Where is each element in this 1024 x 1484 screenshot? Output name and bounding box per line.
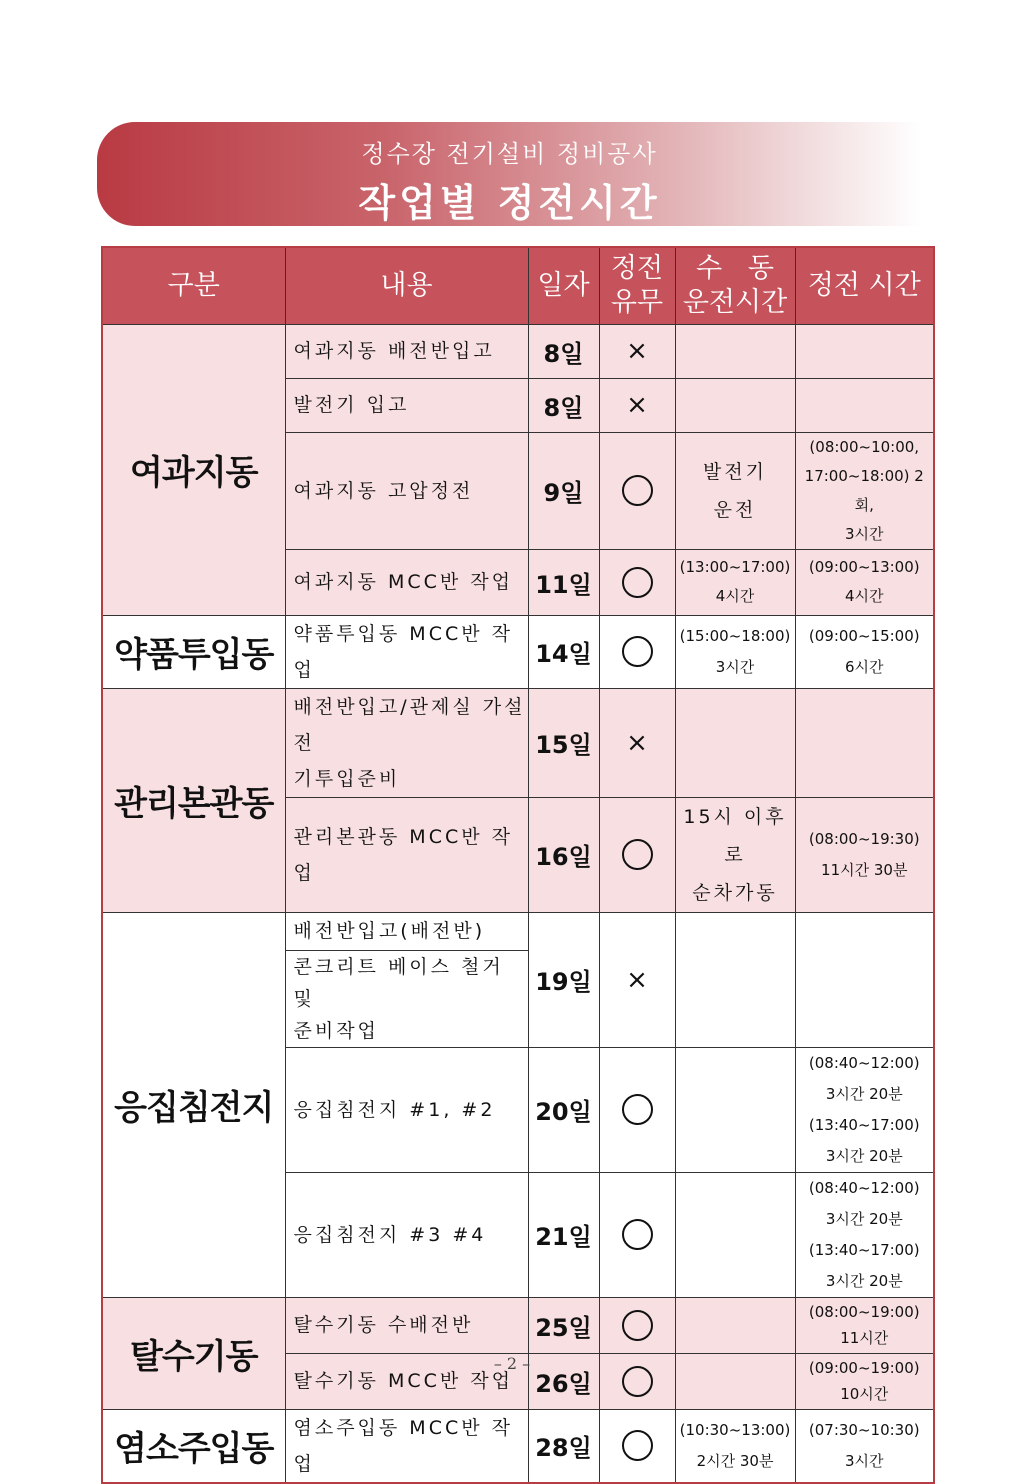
manual-line: 순차가동 bbox=[692, 881, 778, 904]
outage-line: 6시간 bbox=[844, 657, 884, 676]
table-row bbox=[102, 688, 934, 797]
task-cell bbox=[285, 688, 528, 797]
task-line: 콘크리트 베이스 철거 및 bbox=[293, 955, 504, 1010]
outage-line: 11시간 bbox=[840, 1329, 889, 1347]
date-cell: 16일 bbox=[528, 797, 599, 912]
outage-line: (08:00~19:30) bbox=[808, 829, 920, 848]
outage-line: (09:00~15:00) bbox=[808, 626, 920, 645]
banner-subtitle: 정수장 전기설비 정비공사 bbox=[361, 140, 658, 168]
header-manual bbox=[675, 247, 795, 324]
outage-line: (09:00~19:00) bbox=[808, 1359, 920, 1377]
task-line: 기투입준비 bbox=[293, 767, 401, 790]
table-row bbox=[102, 1297, 934, 1353]
date-cell: 19일 bbox=[528, 912, 599, 1047]
header-outage-line2: 유무 bbox=[610, 286, 664, 318]
header-manual-line1: 수 동 bbox=[696, 253, 774, 284]
table-header-row bbox=[102, 247, 934, 324]
manual-cell bbox=[675, 324, 795, 378]
manual-line: 발전기 bbox=[702, 460, 768, 483]
task-cell: 염소주입동 MCC반 작업 bbox=[285, 1409, 528, 1483]
outage-mark bbox=[599, 1409, 675, 1483]
outage-line: (13:40~17:00) bbox=[808, 1115, 920, 1134]
circle-mark-icon bbox=[622, 567, 653, 598]
manual-line: (10:30~13:00) bbox=[679, 1420, 791, 1439]
circle-mark-icon bbox=[622, 475, 653, 506]
date-cell: 20일 bbox=[528, 1047, 599, 1172]
header-category: 구분 bbox=[102, 247, 285, 324]
outage-line: 10시간 bbox=[840, 1385, 889, 1403]
outage-line: (08:40~12:00) bbox=[808, 1178, 920, 1197]
circle-mark-icon bbox=[622, 1430, 653, 1461]
outage-time-cell bbox=[795, 1172, 934, 1297]
outage-line: (09:00~13:00) bbox=[808, 558, 920, 576]
outage-time-cell bbox=[795, 1047, 934, 1172]
outage-mark bbox=[599, 1297, 675, 1353]
manual-cell bbox=[675, 615, 795, 688]
banner-title: 작업별 정전시간 bbox=[358, 180, 661, 225]
outage-line: (13:40~17:00) bbox=[808, 1240, 920, 1259]
circle-mark-icon bbox=[622, 1219, 653, 1250]
manual-line: (13:00~17:00) bbox=[679, 558, 791, 576]
manual-cell bbox=[675, 688, 795, 797]
group-label: 여과지동 bbox=[102, 324, 285, 615]
group-label: 관리본관동 bbox=[102, 688, 285, 912]
outage-mark: × bbox=[599, 378, 675, 432]
manual-cell bbox=[675, 432, 795, 549]
manual-line: 15시 이후로 bbox=[683, 805, 787, 866]
outage-line: (08:40~12:00) bbox=[808, 1053, 920, 1072]
task-cell: 여과지동 배전반입고 bbox=[285, 324, 528, 378]
outage-time-cell bbox=[795, 1297, 934, 1353]
group-label: 염소주입동 bbox=[102, 1409, 285, 1483]
header-date: 일자 bbox=[528, 247, 599, 324]
outage-mark: × bbox=[599, 688, 675, 797]
outage-line: 3시간 bbox=[844, 1451, 884, 1470]
task-cell: 발전기 입고 bbox=[285, 378, 528, 432]
outage-mark: × bbox=[599, 324, 675, 378]
date-cell: 11일 bbox=[528, 549, 599, 615]
outage-time-cell bbox=[795, 688, 934, 797]
manual-cell bbox=[675, 378, 795, 432]
date-cell: 25일 bbox=[528, 1297, 599, 1353]
header-outage-line1: 정전 bbox=[610, 253, 664, 284]
circle-mark-icon bbox=[622, 636, 653, 667]
outage-line: (08:00~19:00) bbox=[808, 1303, 920, 1321]
task-cell: 탈수기동 수배전반 bbox=[285, 1297, 528, 1353]
outage-mark bbox=[599, 549, 675, 615]
manual-line: 3시간 bbox=[715, 657, 755, 676]
outage-mark bbox=[599, 615, 675, 688]
manual-cell bbox=[675, 797, 795, 912]
outage-time-cell bbox=[795, 615, 934, 688]
outage-time-cell bbox=[795, 324, 934, 378]
outage-line: 17:00~18:00) 2회, bbox=[804, 466, 924, 514]
manual-cell bbox=[675, 1409, 795, 1483]
task-cell: 응집침전지 #3 #4 bbox=[285, 1172, 528, 1297]
schedule-table bbox=[101, 246, 935, 1484]
header-content: 내용 bbox=[285, 247, 528, 324]
circle-mark-icon bbox=[622, 839, 653, 870]
date-cell: 8일 bbox=[528, 324, 599, 378]
outage-time-cell bbox=[795, 797, 934, 912]
outage-line: 3시간 20분 bbox=[825, 1271, 903, 1290]
task-cell: 관리본관동 MCC반 작업 bbox=[285, 797, 528, 912]
group-label: 응집침전지 bbox=[102, 912, 285, 1297]
task-cell: 응집침전지 #1, #2 bbox=[285, 1047, 528, 1172]
outage-time-cell bbox=[795, 378, 934, 432]
outage-line: (07:30~10:30) bbox=[808, 1420, 920, 1439]
manual-cell bbox=[675, 549, 795, 615]
circle-mark-icon bbox=[622, 1310, 653, 1341]
outage-time-cell bbox=[795, 549, 934, 615]
outage-time-cell bbox=[795, 432, 934, 549]
task-cell: 배전반입고(배전반) bbox=[285, 912, 528, 950]
outage-line: 3시간 20분 bbox=[825, 1146, 903, 1165]
outage-mark bbox=[599, 432, 675, 549]
outage-line: 4시간 bbox=[844, 587, 884, 605]
manual-cell bbox=[675, 1172, 795, 1297]
date-cell: 21일 bbox=[528, 1172, 599, 1297]
manual-line: 운전 bbox=[713, 498, 757, 521]
task-cell: 여과지동 고압정전 bbox=[285, 432, 528, 549]
outage-line: 3시간 20분 bbox=[825, 1209, 903, 1228]
date-cell: 26일 bbox=[528, 1353, 599, 1409]
date-cell: 15일 bbox=[528, 688, 599, 797]
manual-line: 4시간 bbox=[715, 587, 755, 605]
task-line: 준비작업 bbox=[293, 1019, 379, 1042]
date-cell: 14일 bbox=[528, 615, 599, 688]
manual-cell bbox=[675, 912, 795, 1047]
outage-mark bbox=[599, 1047, 675, 1172]
page-number: – 2 – bbox=[493, 1354, 531, 1373]
manual-line: (15:00~18:00) bbox=[679, 626, 791, 645]
header-outage-time: 정전 시간 bbox=[795, 247, 934, 324]
task-cell: 약품투입동 MCC반 작업 bbox=[285, 615, 528, 688]
outage-mark bbox=[599, 1172, 675, 1297]
outage-mark bbox=[599, 797, 675, 912]
group-label: 탈수기동 bbox=[102, 1297, 285, 1409]
outage-time-cell bbox=[795, 1409, 934, 1483]
table-row bbox=[102, 1409, 934, 1483]
table-row bbox=[102, 615, 934, 688]
date-cell: 9일 bbox=[528, 432, 599, 549]
circle-mark-icon bbox=[622, 1094, 653, 1125]
outage-line: (08:00~10:00, bbox=[809, 437, 920, 456]
manual-line: 2시간 30분 bbox=[696, 1451, 774, 1470]
outage-line: 3시간 20분 bbox=[825, 1084, 903, 1103]
header-manual-line2: 운전시간 bbox=[682, 286, 788, 318]
date-cell: 8일 bbox=[528, 378, 599, 432]
task-cell: 여과지동 MCC반 작업 bbox=[285, 549, 528, 615]
date-cell: 28일 bbox=[528, 1409, 599, 1483]
manual-cell bbox=[675, 1047, 795, 1172]
task-line: 배전반입고/관제실 가설전 bbox=[293, 695, 526, 754]
manual-cell bbox=[675, 1297, 795, 1353]
outage-time-cell bbox=[795, 912, 934, 1047]
header-outage bbox=[599, 247, 675, 324]
outage-line: 11시간 30분 bbox=[821, 860, 908, 879]
task-cell: 탈수기동 MCC반 작업 bbox=[285, 1353, 528, 1409]
outage-mark: × bbox=[599, 912, 675, 1047]
title-banner bbox=[97, 122, 922, 226]
table-row bbox=[102, 912, 934, 950]
group-label: 약품투입동 bbox=[102, 615, 285, 688]
task-cell bbox=[285, 950, 528, 1047]
table-row bbox=[102, 324, 934, 378]
outage-line: 3시간 bbox=[844, 524, 884, 543]
